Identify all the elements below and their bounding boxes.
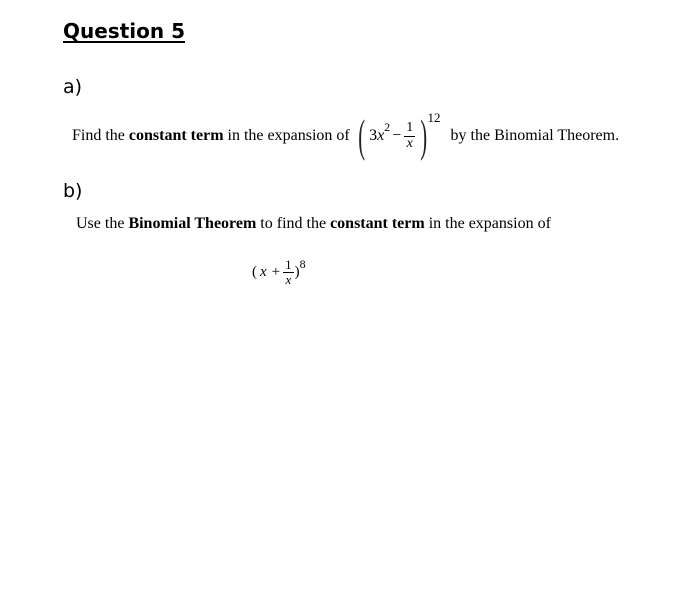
- part-a-text-2: in the expansion of: [223, 127, 350, 144]
- right-paren: ): [420, 110, 428, 161]
- open-paren: (: [252, 263, 257, 280]
- part-b-expression: [252, 258, 306, 286]
- part-a-text-1: Find the: [72, 127, 129, 144]
- outer-exponent-12: 12: [427, 110, 441, 125]
- coefficient: 3: [369, 127, 378, 144]
- part-a-question: [72, 106, 619, 166]
- part-b-bold-binomial-theorem: Binomial Theorem: [128, 215, 257, 232]
- fraction-1-over-x: [404, 121, 415, 151]
- part-b-text-2: to find the: [256, 215, 331, 232]
- part-b-bold-constant-term: constant term: [330, 215, 425, 232]
- part-a-label: a): [63, 76, 83, 98]
- variable-x: x: [377, 127, 385, 144]
- question-title: Question 5: [63, 19, 185, 43]
- fraction-numerator: 1: [285, 257, 292, 272]
- part-a-bold-constant-term: constant term: [128, 127, 224, 144]
- left-paren: (: [357, 110, 365, 161]
- fraction-numerator: 1: [406, 119, 414, 135]
- power-2: 2: [384, 119, 391, 134]
- variable-x: x: [260, 263, 267, 280]
- part-b-question: [76, 212, 551, 236]
- fraction-denominator: x: [285, 271, 292, 287]
- part-a-text-after: by the Binomial Theorem.: [450, 127, 620, 144]
- close-paren: ): [294, 263, 300, 280]
- minus-sign: −: [392, 127, 402, 144]
- part-b-label: b): [63, 180, 83, 202]
- part-b-text-3: in the expansion of: [424, 215, 551, 232]
- plus-sign: +: [271, 263, 281, 280]
- part-a-expression: [354, 110, 441, 161]
- part-b-text-1: Use the: [76, 215, 129, 232]
- outer-exponent-8: 8: [299, 256, 306, 271]
- fraction-1-over-x: [283, 258, 294, 286]
- fraction-denominator: x: [406, 135, 413, 151]
